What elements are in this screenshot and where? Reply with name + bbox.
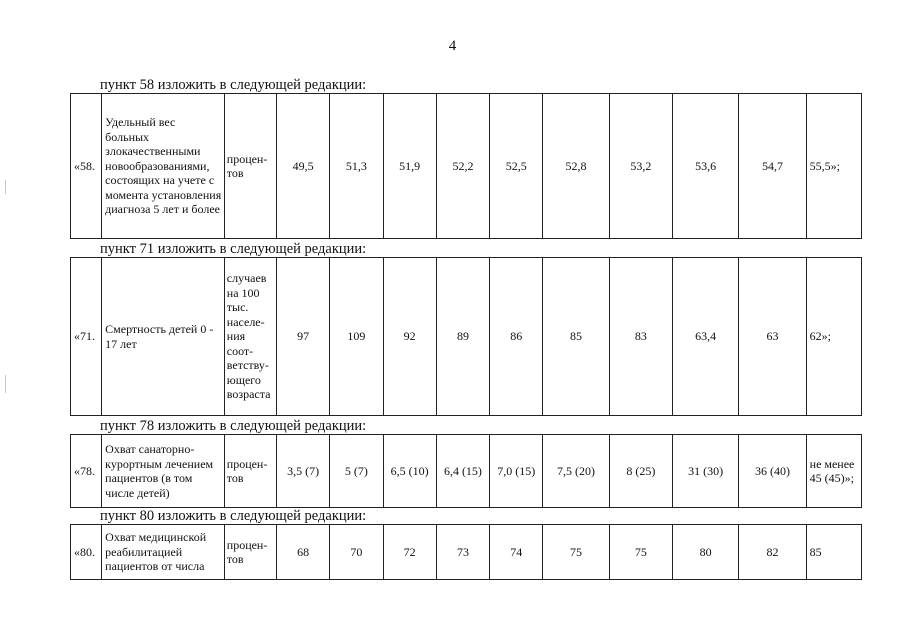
row-number: «71. — [71, 258, 102, 416]
section-heading-71: пункт 71 изложить в следующей редакции: — [100, 241, 367, 257]
value-cell: 52,8 — [543, 94, 609, 239]
value-cell: 52,5 — [490, 94, 543, 239]
value-cell: 52,2 — [436, 94, 489, 239]
row-number: «80. — [71, 525, 102, 580]
value-cell: 72 — [383, 525, 436, 580]
indicator-table-58 — [70, 93, 862, 239]
value-cell: 62»; — [806, 258, 861, 416]
row-number: «78. — [71, 435, 102, 508]
scan-edge-mark — [5, 375, 6, 393]
unit-cell: случаев на 100 тыс. населе-ния соот-ветству-ющего возраста — [224, 258, 276, 416]
table-row — [71, 525, 862, 580]
value-cell: 82 — [739, 525, 806, 580]
value-cell: 63 — [739, 258, 806, 416]
unit-cell: процен-тов — [224, 525, 276, 580]
value-cell: 92 — [383, 258, 436, 416]
page-number: 4 — [448, 38, 457, 54]
indicator-name: Удельный вес больных злокачественными новообразованиями, состоящих на учете с момента установления диагноза 5 лет и более — [102, 94, 225, 239]
value-cell: 109 — [330, 258, 383, 416]
table-row — [71, 94, 862, 239]
row-number: «58. — [71, 94, 102, 239]
value-cell: 54,7 — [739, 94, 806, 239]
value-cell: 85 — [806, 525, 861, 580]
value-cell: 75 — [543, 525, 609, 580]
value-cell: 3,5 (7) — [277, 435, 330, 508]
value-cell: 51,9 — [383, 94, 436, 239]
value-cell: 53,6 — [672, 94, 738, 239]
value-cell: 8 (25) — [609, 435, 672, 508]
value-cell: 83 — [609, 258, 672, 416]
value-cell: 74 — [490, 525, 543, 580]
value-cell: 53,2 — [609, 94, 672, 239]
value-cell: 73 — [436, 525, 489, 580]
value-cell: 63,4 — [672, 258, 738, 416]
value-cell: 51,3 — [330, 94, 383, 239]
value-cell: 6,5 (10) — [383, 435, 436, 508]
value-cell: 5 (7) — [330, 435, 383, 508]
value-cell: 7,0 (15) — [490, 435, 543, 508]
value-cell: 70 — [330, 525, 383, 580]
indicator-name: Смертность детей 0 - 17 лет — [102, 258, 225, 416]
table-row — [71, 435, 862, 508]
unit-cell: процен-тов — [224, 94, 276, 239]
value-cell: 85 — [543, 258, 609, 416]
value-cell: 6,4 (15) — [436, 435, 489, 508]
value-cell: 75 — [609, 525, 672, 580]
value-cell: 49,5 — [277, 94, 330, 239]
value-cell: 55,5»; — [806, 94, 861, 239]
value-cell: 80 — [672, 525, 738, 580]
indicator-table-80 — [70, 524, 862, 580]
indicator-table-78 — [70, 434, 862, 508]
value-cell: 97 — [277, 258, 330, 416]
value-cell: 89 — [436, 258, 489, 416]
section-heading-78: пункт 78 изложить в следующей редакции: — [100, 418, 367, 434]
indicator-table-71 — [70, 257, 862, 416]
section-heading-58: пункт 58 изложить в следующей редакции: — [100, 77, 367, 93]
value-cell: 31 (30) — [672, 435, 738, 508]
indicator-name: Охват санаторно-курортным лечением пациентов (в том числе детей) — [102, 435, 225, 508]
scan-edge-mark — [5, 180, 6, 194]
value-cell: 7,5 (20) — [543, 435, 609, 508]
value-cell: 36 (40) — [739, 435, 806, 508]
unit-cell: процен-тов — [224, 435, 276, 508]
value-cell: 86 — [490, 258, 543, 416]
table-row — [71, 258, 862, 416]
value-cell: не менее 45 (45)»; — [806, 435, 861, 508]
value-cell: 68 — [277, 525, 330, 580]
section-heading-80: пункт 80 изложить в следующей редакции: — [100, 508, 367, 524]
indicator-name: Охват медицинской реабилитацией пациентов от числа — [102, 525, 225, 580]
